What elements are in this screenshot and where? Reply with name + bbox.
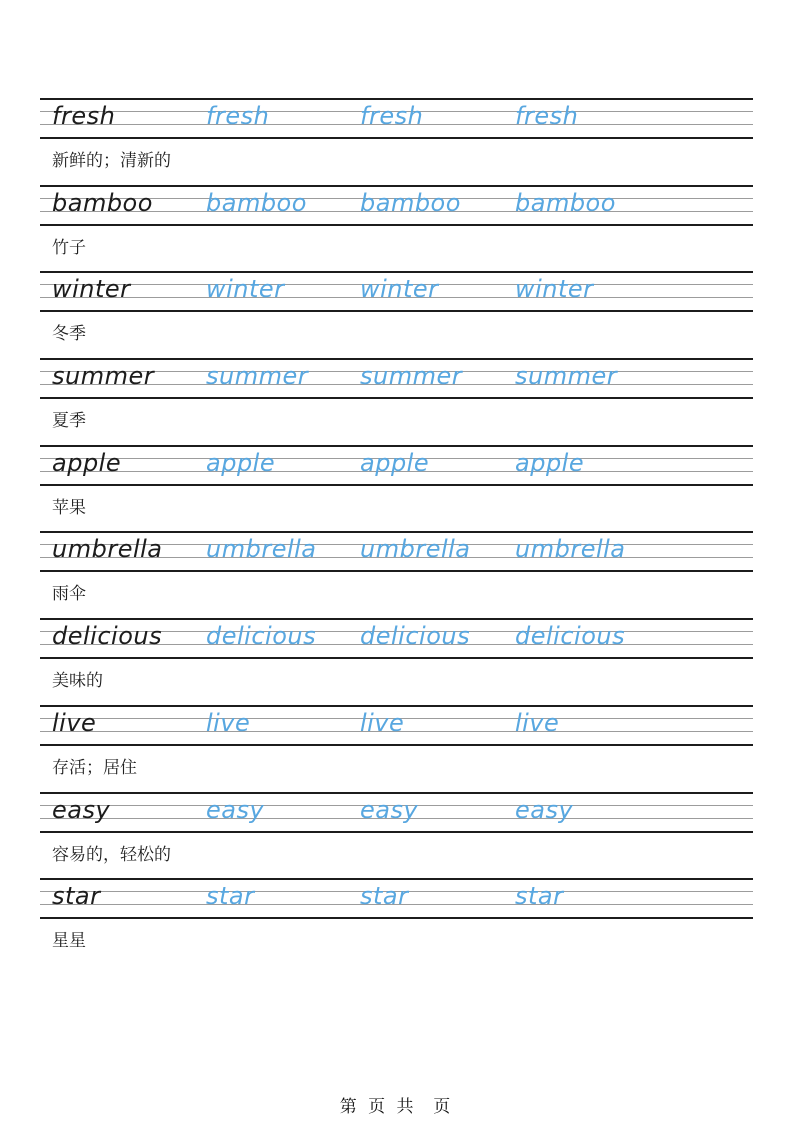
guide-line-bottom [40,657,753,659]
worksheet [40,98,753,965]
translation: 冬季 [52,324,86,345]
word-row [40,531,753,618]
trace-word-3: star [515,882,564,911]
translation: 苹果 [52,497,86,518]
english-word: umbrella [52,535,163,564]
word-row [40,878,753,965]
trace-word-2: fresh [360,102,424,130]
guide-line-bottom [40,570,753,572]
word-row [40,98,753,185]
english-word: fresh [52,102,116,130]
english-word: live [52,708,97,737]
trace-word-1: bamboo [206,188,307,217]
trace-word-3: winter [515,275,594,304]
guide-line-bottom [40,310,753,312]
trace-word-3: summer [515,362,618,391]
trace-word-2: winter [360,275,439,304]
word-row [40,271,753,358]
trace-word-3: apple [515,448,585,477]
trace-word-2: delicious [360,622,471,651]
guide-line-top [40,792,753,794]
guide-line-top [40,98,753,100]
guide-line-top [40,445,753,447]
english-word: delicious [52,622,163,651]
trace-word-3: delicious [515,622,626,651]
guide-line-top [40,705,753,707]
trace-word-3: bamboo [515,188,616,217]
guide-line-bottom [40,137,753,139]
english-word: winter [52,275,131,304]
guide-line-bottom [40,744,753,746]
trace-word-1: winter [206,275,285,304]
translation: 夏季 [52,411,86,432]
english-word: bamboo [52,188,153,217]
guide-line-top [40,531,753,533]
guide-line-bottom [40,484,753,486]
guide-line-top [40,618,753,620]
guide-line-top [40,271,753,273]
footer-page-label: 第 页 共 页 [339,1097,454,1117]
writing-guides [40,358,753,399]
word-row [40,445,753,532]
writing-guides [40,792,753,833]
guide-line-top [40,358,753,360]
writing-guides [40,185,753,226]
word-row [40,185,753,272]
trace-word-1: umbrella [206,535,317,564]
guide-line-bottom [40,917,753,919]
trace-word-1: delicious [206,622,317,651]
writing-guides [40,618,753,659]
writing-guides [40,271,753,312]
writing-guides [40,878,753,919]
translation: 存活；居住 [52,757,137,778]
guide-line-bottom [40,831,753,833]
english-word: easy [52,795,111,824]
translation: 新鲜的；清新的 [52,151,171,171]
trace-word-3: umbrella [515,535,626,564]
word-row [40,705,753,792]
english-word: apple [52,448,122,477]
translation: 容易的，轻松的 [52,844,171,865]
word-row [40,618,753,705]
translation: 星星 [52,931,86,952]
word-row [40,358,753,445]
translation: 美味的 [52,671,103,692]
writing-guides [40,98,753,139]
trace-word-1: summer [206,362,309,391]
writing-guides [40,531,753,572]
trace-word-2: live [360,708,405,737]
guide-line-top [40,878,753,880]
translation: 雨伞 [52,584,86,605]
translation: 竹子 [52,237,86,258]
trace-word-1: live [206,708,251,737]
guide-line-top [40,185,753,187]
trace-word-1: star [206,882,255,911]
word-row [40,792,753,879]
trace-word-2: easy [360,795,419,824]
trace-word-2: umbrella [360,535,471,564]
trace-word-1: apple [206,448,276,477]
trace-word-1: fresh [206,102,270,130]
writing-guides [40,445,753,486]
trace-word-2: bamboo [360,188,461,217]
trace-word-2: apple [360,448,430,477]
guide-line-bottom [40,397,753,399]
trace-word-3: fresh [515,102,579,130]
english-word: star [52,882,101,911]
trace-word-1: easy [206,795,265,824]
trace-word-2: summer [360,362,463,391]
guide-line-bottom [40,224,753,226]
trace-word-3: live [515,708,560,737]
writing-guides [40,705,753,746]
english-word: summer [52,362,155,391]
trace-word-3: easy [515,795,574,824]
trace-word-2: star [360,882,409,911]
